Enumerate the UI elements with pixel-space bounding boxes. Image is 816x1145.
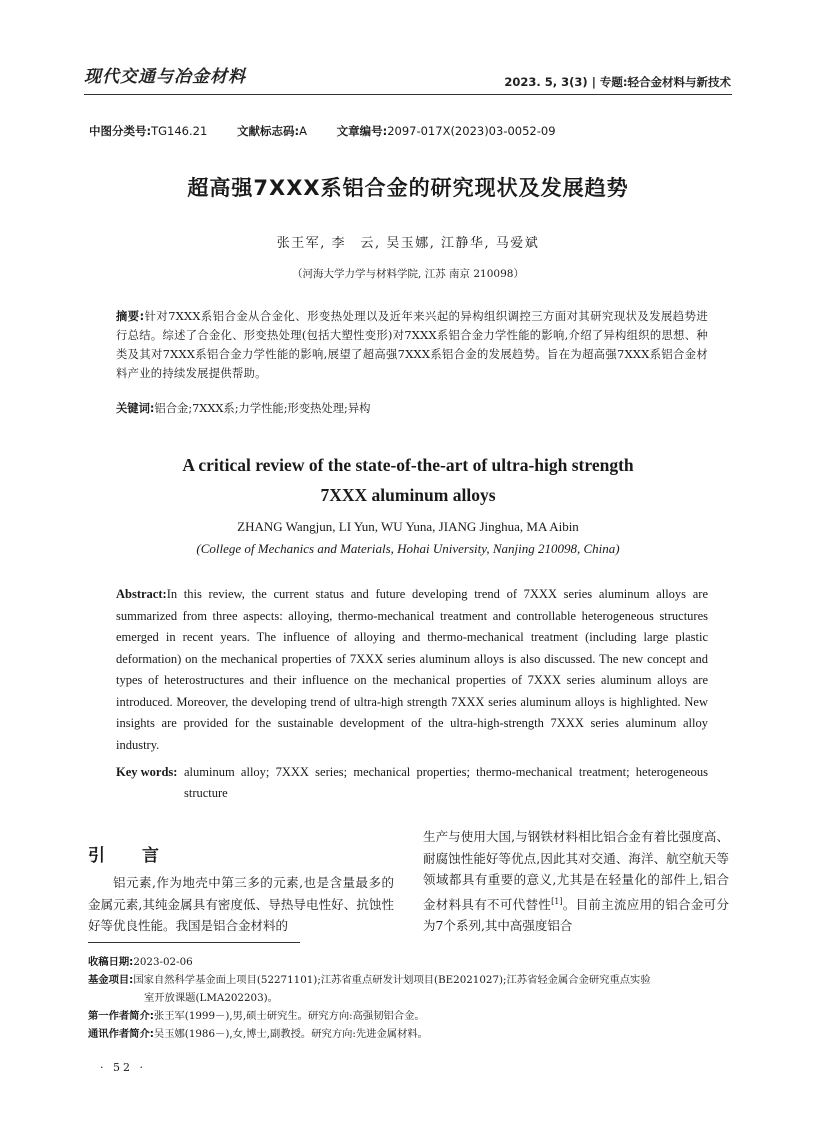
journal-logo: 现代交通与冶金材料 <box>84 67 246 87</box>
fund-value-line2: 室开放课题(LMA202203)。 <box>144 992 278 1004</box>
first-author-value: 张王军(1999－),男,硕士研究生。研究方向:高强韧铝合金。 <box>153 1010 425 1022</box>
first-author-label: 第一作者简介: <box>88 1010 154 1022</box>
footnote-fund <box>88 971 738 989</box>
right-paragraph-end: 。目前主流应用的铝合金可分为7个系列,其中高强度铝合 <box>423 896 729 934</box>
cn-keywords <box>116 400 708 416</box>
clc-label: 中图分类号: <box>89 124 152 138</box>
corresponding-value: 吴玉娜(1986－),女,博士,副教授。研究方向:先进金属材料。 <box>153 1028 428 1040</box>
article-no-group <box>337 124 556 138</box>
doc-code-label: 文献标志码: <box>236 124 300 138</box>
fund-value-line1: 国家自然科学基金面上项目(52271101);江苏省重点研发计划项目(BE2021027);江苏省轻金属合金研究重点实验 <box>133 974 651 986</box>
cn-authors: 张王军, 李 云, 吴玉娜, 江静华, 马爱斌 <box>276 236 540 251</box>
clc-group <box>89 124 207 138</box>
en-abstract-label: Abstract: <box>116 587 167 601</box>
header-divider <box>84 94 732 95</box>
right-paragraph-main: 生产与使用大国,与钢铁材料相比铝合金有着比强度高、耐腐蚀性能好等优点,因此其对交通、海洋、航空航天等领域都具有重要的意义,尤其是在轻量化的部件上,铝合金材料具有不可代替性 <box>423 829 729 912</box>
en-title-line2: 7XXX aluminum alloys <box>320 485 496 505</box>
received-label: 收稿日期: <box>88 956 134 968</box>
cn-keywords-text: 铝合金;7XXX系;力学性能;形变热处理;异构 <box>154 402 371 415</box>
cn-keywords-label: 关键词: <box>116 402 155 415</box>
en-abstract <box>116 584 708 756</box>
en-title <box>0 450 816 510</box>
en-title-line1: A critical review of the state-of-the-art of ultra-high strength <box>182 455 634 475</box>
doc-code-value: A <box>299 124 307 138</box>
article-meta <box>89 123 556 139</box>
corresponding-label: 通讯作者简介: <box>88 1028 154 1040</box>
footnote-divider <box>88 942 300 943</box>
en-abstract-text: In this review, the current status and future developing trend of 7XXX series aluminum alloys are summarized from three aspects: alloying, thermo-mechanical treatment and controllable heterogeneous structures emerged in recent years. The influence of alloying and thermo-mechanical treatment (including large plastic deformation) on the mechanical properties of 7XXX series aluminum alloys is also discussed. The new concept and types of heterostructures and their influence on the mechanical properties of 7XXX series aluminum alloys are introduced. Moreover, the developing trend of ultra-high strength 7XXX series aluminum alloys is highlighted. New insights are provided for the sustainable development of the ultra-high-strength 7XXX series aluminum alloy industry. <box>116 587 708 752</box>
article-no-label: 文章编号: <box>336 124 388 138</box>
cn-abstract-label: 摘要: <box>116 310 145 323</box>
en-keywords-text: aluminum alloy; 7XXX series; mechanical properties; thermo-mechanical treatment; heterogeneous structure <box>184 765 708 800</box>
footnote-first-author <box>88 1007 738 1025</box>
fund-label: 基金项目: <box>88 974 134 986</box>
cn-abstract <box>116 307 708 383</box>
en-affiliation: (College of Mechanics and Materials, Hohai University, Nanjing 210098, China) <box>196 541 620 556</box>
page-number: · 52 · <box>100 1061 146 1074</box>
received-value: 2023-02-06 <box>133 956 193 968</box>
article-no-value: 2097-017X(2023)03-0052-09 <box>387 124 556 138</box>
clc-value: TG146.21 <box>151 124 208 138</box>
body-left-column: 铝元素,作为地壳中第三多的元素,也是含量最多的金属元素,其纯金属具有密度低、导热导电性好、抗蚀性好等优良性能。我国是铝合金材料的 <box>88 875 394 933</box>
citation-ref[interactable]: [1] <box>551 896 563 906</box>
en-authors: ZHANG Wangjun, LI Yun, WU Yuna, JIANG Jinghua, MA Aibin <box>237 519 579 534</box>
cn-abstract-text: 针对7XXX系铝合金从合金化、形变热处理以及近年来兴起的异构组织调控三方面对其研究现状及发展趋势进行总结。综述了合金化、形变热处理(包括大塑性变形)对7XXX系铝合金力学性能的影响,介绍了异构组织的思想、种类及其对7XXX系铝合金力学性能的影响,展望了超高强7XXX系铝合金的发展趋势。旨在为超高强7XXX系铝合金材料产业的持续发展提供帮助。 <box>116 310 708 380</box>
cn-title: 超高强7XXX系铝合金的研究现状及发展趋势 <box>187 176 629 200</box>
footnote-corresponding-author <box>88 1025 738 1043</box>
en-keywords-label: Key words: <box>116 765 178 779</box>
issue-info: 2023. 5, 3(3) | 专题:轻合金材料与新技术 <box>504 75 731 89</box>
section-heading-introduction: 引 言 <box>88 846 169 866</box>
footnote-received <box>88 953 738 971</box>
footnotes <box>88 953 738 1043</box>
body-right-column <box>423 826 729 937</box>
doc-code-group <box>237 124 307 138</box>
cn-affiliation: （河海大学力学与材料学院, 江苏 南京 210098） <box>292 268 524 280</box>
